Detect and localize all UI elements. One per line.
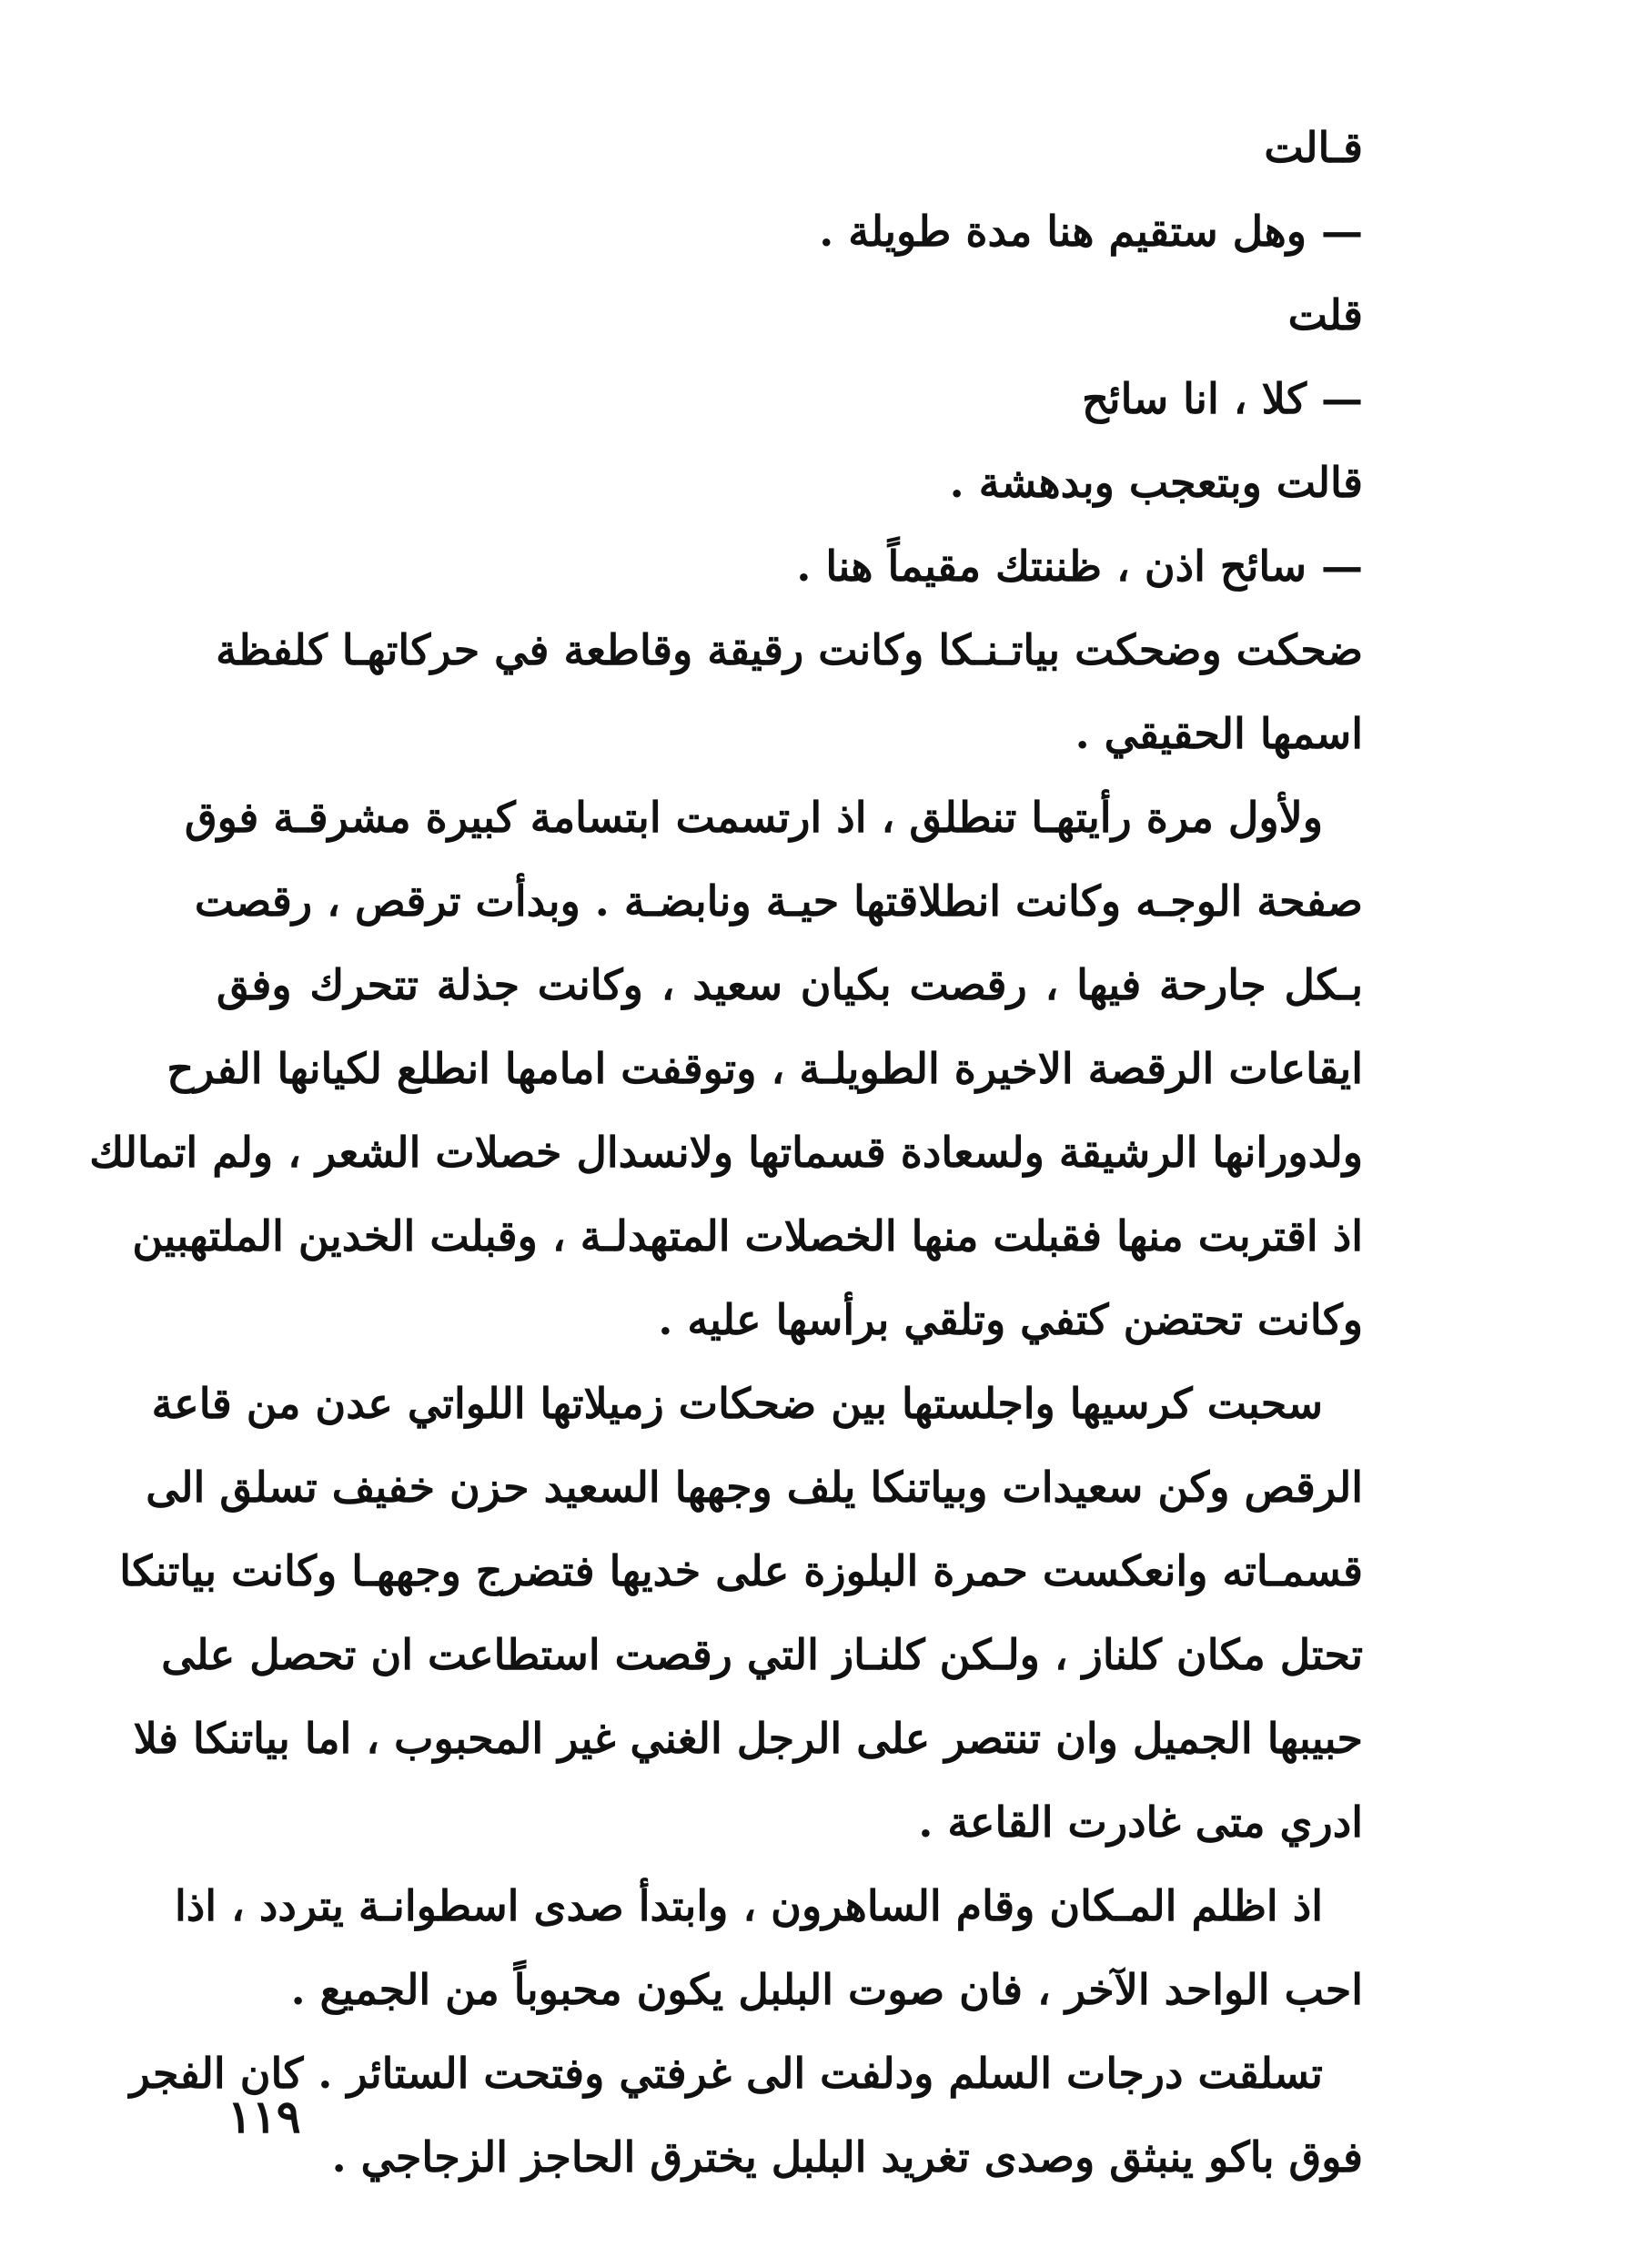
- text-line: ولدورانها الرشيقة ولسعادة قسماتها ولانسدال خصلات الشعر ، ولم اتمالك: [89, 1128, 1363, 1177]
- text-line: فوق باكو ينبثق وصدى تغريد البلبل يخترق الحاجز الزجاجي .: [331, 2132, 1363, 2182]
- text-line: وكانت تحتضن كتفي وتلقي برأسها عليه .: [658, 1295, 1363, 1344]
- text-line: احب الواحد الآخر ، فان صوت البلبل يكون محبوباً من الجميع .: [290, 1965, 1363, 2014]
- text-line: اذ اقتربت منها فقبلت منها الخصلات المتهدلـة ، وقبلت الخدين الملتهبين: [132, 1211, 1363, 1261]
- dialogue-block: [217, 106, 1363, 608]
- text-line: حبيبها الجميل وان تنتصر على الرجل الغني غير المحبوب ، اما بياتنكا فلا: [133, 1714, 1363, 1763]
- text-line: الرقص وكن سعيدات وبياتنكا يلف وجهها السعيد حزن خفيف تسلق الى: [146, 1463, 1363, 1512]
- page-number: ١١٩: [227, 2090, 301, 2143]
- paragraph-3: [119, 1362, 1363, 1864]
- paragraph-5: [129, 2031, 1363, 2199]
- text-line: تسلقت درجات السلم ودلفت الى غرفتي وفتحت الستائر . كان الفجر: [129, 2049, 1323, 2098]
- dialogue-line: قلت: [1287, 290, 1363, 339]
- paragraph-2: [89, 775, 1363, 1362]
- text-line: تحتل مكان كلناز ، ولـكن كلنـاز التي رقصت استطاعت ان تحصل على: [161, 1630, 1363, 1679]
- text-line: اسمها الحقيقي .: [1075, 709, 1363, 758]
- dialogue-line: — كلا ، انا سائح: [1082, 374, 1363, 423]
- text-line: قسمـاته وانعكست حمرة البلوزة على خديها فتضرج وجههـا وكانت بياتنكا: [119, 1546, 1363, 1595]
- text-line: ولأول مرة رأيتهـا تنطلق ، اذ ارتسمت ابتسامة كبيرة مشرقـة فوق: [184, 793, 1323, 842]
- text-line: بـكل جارحة فيها ، رقصت بكيان سعيد ، وكانت جذلة تتحرك وفق: [217, 960, 1363, 1009]
- dialogue-line: — سائح اذن ، ظننتك مقيماً هنا .: [796, 542, 1363, 591]
- dialogue-line: قالت وبتعجب وبدهشة .: [949, 458, 1363, 507]
- dialogue-line: — وهل ستقيم هنا مدة طويلة .: [819, 207, 1363, 256]
- text-line: ادري متى غادرت القاعة .: [918, 1797, 1363, 1847]
- dialogue-line: قـالت: [1264, 123, 1363, 172]
- text-line: ضحكت وضحكت بياتـنـكا وكانت رقيقة وقاطعة في حركاتهـا كلفظة: [216, 625, 1363, 674]
- text-line: اذ اظلم المـكان وقام الساهرون ، وابتدأ صدى اسطوانـة يتردد ، اذا: [174, 1881, 1323, 1930]
- paragraph-4: [174, 1864, 1363, 2031]
- text-line: ايقاعات الرقصة الاخيرة الطويلـة ، وتوقفت امامها انطلع لكيانها الفرح: [167, 1044, 1363, 1093]
- text-line: سحبت كرسيها واجلستها بين ضحكات زميلاتها اللواتي عدن من قاعة: [151, 1379, 1323, 1428]
- paragraph-1: [217, 608, 1363, 775]
- text-line: صفحة الوجـه وكانت انطلاقتها حيـة ونابضـة . وبدأت ترقص ، رقصت: [194, 876, 1363, 926]
